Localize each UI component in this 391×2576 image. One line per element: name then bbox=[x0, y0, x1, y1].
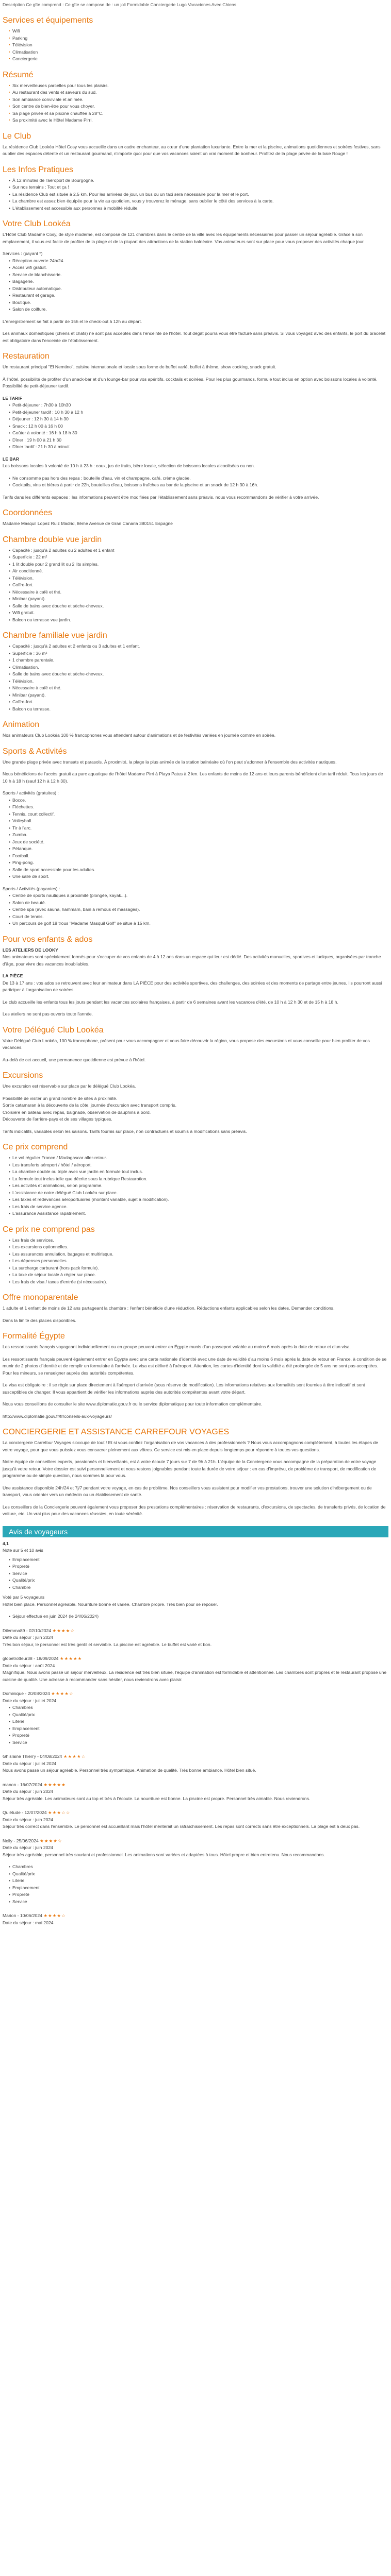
chambre-double-item: • Balcon ou terrasse vue jardin. bbox=[9, 617, 388, 624]
club-lookea-note: L'enregistrement se fait à partir de 15h et le check-out à 12h au départ. bbox=[3, 318, 142, 324]
review-category: • Chambre bbox=[9, 1584, 388, 1591]
service-item: ▪ Télévision bbox=[9, 42, 388, 49]
formalites-paragraph: Les ressortissants français voyageant individuellement ou en groupe peuvent entrer en Égypte munis d'un passeport valable au moins 6 mois après la date de retour et d'un visa. bbox=[3, 1344, 351, 1349]
service-item: ▪ Climatisation bbox=[9, 49, 388, 56]
monoparentale-paragraph: 1 adulte et 1 enfant de moins de 12 ans partageant la chambre : l'enfant bénéficie d'une réduction. Réductions enfants applicables selon les dates. Demander conditions. bbox=[3, 1306, 335, 1311]
resume-title: Résumé bbox=[3, 70, 34, 79]
review-stars: ★★★★★ bbox=[59, 1656, 83, 1661]
club-lookea-services-label: Services : (payant *) bbox=[3, 251, 43, 256]
restauration-title: Restauration bbox=[3, 352, 50, 361]
review-user: manon - 16/07/2024 ★★★★★ bbox=[3, 1782, 66, 1787]
coordonnees-text: Madame Masquil Lopez Ruiz Madrid, 8ème Avenue de Gran Canaria 380151 Espagne bbox=[3, 521, 173, 526]
sport-free-item: • Jeux de société. bbox=[9, 839, 388, 846]
lookea-service-item: • Salon de coiffure. bbox=[9, 306, 388, 313]
sport-free-item: • Ping-pong. bbox=[9, 859, 388, 867]
resume-item: ▪ Six merveilleuses parcelles pour tous les plaisirs. bbox=[9, 82, 388, 90]
conciergerie-paragraph4: Les conseillers de la Conciergerie peuvent également vous proposer des prestations complémentaires : réservation de restaurants, d'excursions, de spectacles, de transferts privés, de location de voiture, etc. Un vrai plus pour des vacances réussies, en toute sérénité. bbox=[3, 1504, 386, 1516]
sports-paragraph: Une grande plage privée avec transats et parasols. À proximité, la plage la plus animée de la station balnéaire où l'on peut s'adonner à l'ensemble des activités nautiques. bbox=[3, 759, 337, 765]
sport-paid-item: • Centre de sports nautiques à proximité (plongée, kayak...). bbox=[9, 892, 388, 900]
conciergerie-paragraph3: Une assistance disponible 24h/24 et 7j/7 pendant votre voyage, en cas de problème. Nos conseillers vous assistent pour modifier vos prestations, trouver une solution d'hébergement ou de transport, vous orienter vers un médecin ou un établissement de santé. bbox=[3, 1485, 372, 1497]
chambre-familiale-item: • 1 chambre parentale. bbox=[9, 657, 388, 664]
chambre-double-list bbox=[3, 547, 388, 624]
sports-paid-list bbox=[3, 892, 388, 927]
resume-item: ▪ Sa plage privée et sa piscine chauffée à 28°C. bbox=[9, 110, 388, 117]
info-item: • La résidence Club est située à 2,5 km. Pour les arrivées de jour, un bus ou un taxi sera nécessaire pour la mer et le port. bbox=[9, 191, 388, 198]
formalites-paragraph2: Les ressortissants français peuvent également entrer en Égypte avec une carte nationale d'identité avec une date de validité d'au moins 6 mois après la date de retour en France, à condition de se munir de 2 photos d'identité et de remplir un formulaire à l'arrivée. Le visa est délivré à l'aéroport. Attention, les cartes d'identité dont la validité a été prolongée de 5 ans ne sont pas acceptées. Pour les mineurs, se renseigner auprès des autorités compétentes. bbox=[3, 1356, 387, 1376]
resume-item: ▪ Sa proximité avec le Hôtel Madame Pirri. bbox=[9, 117, 388, 124]
review-user: Ghislaine Thierry - 04/08/2024 ★★★★☆ bbox=[3, 1754, 86, 1759]
review-stars: ★★★★☆ bbox=[52, 1628, 75, 1633]
excursion-line: Possibilité de visiter un grand nombre de sites à proximité. bbox=[3, 1095, 118, 1101]
enfants-paragraph: Nos animateurs sont spécialement formés pour s'occuper de vos enfants de 4 à 12 ans dans un espace qui leur est dédié. Des activités manuelles, sportives et ludiques, organisées par tranche d'âge, pour vivre des vacances inoubliables. bbox=[3, 954, 381, 967]
review-criterion: • Chambres bbox=[9, 1863, 388, 1871]
compris-item: • Les activités et animations, selon programme. bbox=[9, 1182, 388, 1190]
enfants-note: Les ateliers ne sont pas ouverts toute l'année. bbox=[3, 1011, 93, 1016]
review-criterion: • Service bbox=[9, 1899, 388, 1906]
infos-title: Les Infos Pratiques bbox=[3, 165, 73, 174]
bar-text: Les boissons locales à volonté de 10 h à 23 h : eaux, jus de fruits, bière locale, sélection de boissons locales alcoolisées ou non. bbox=[3, 463, 255, 468]
resume-item: ▪ Son ambiance conviviale et animée. bbox=[9, 96, 388, 104]
excursion-line: Découverte de l'arrière-pays et de ses villages typiques. bbox=[3, 1116, 112, 1122]
review-stars: ★★★★★ bbox=[43, 1782, 66, 1787]
monoparentale-title: Offre monoparentale bbox=[3, 1293, 78, 1302]
review-date: Date du séjour : juillet 2024 bbox=[3, 1698, 57, 1703]
sports-free-label: Sports / activités (gratuites) : bbox=[3, 790, 59, 795]
compris-item: • Les transferts aéroport / hôtel / aéroport. bbox=[9, 1162, 388, 1169]
chambre-familiale-item: • Minibar (payant). bbox=[9, 692, 388, 699]
delegue-title: Votre Délégué Club Lookéa bbox=[3, 1025, 104, 1035]
chambre-double-item: • Capacité : jusqu'à 2 adultes ou 2 adultes et 1 enfant bbox=[9, 547, 388, 554]
compris-item: • Le vol régulier France / Madagascar aller-retour. bbox=[9, 1155, 388, 1162]
lookea-service-item: • Réception ouverte 24h/24. bbox=[9, 258, 388, 265]
formalites-paragraph3: Le visa est obligatoire : il se règle sur place directement à l'aéroport d'arrivée (sous réserve de modification). Les informations relatives aux formalités sont fournies à titre indicatif et sont susceptibles de changer. Il vous appartient de vérifier les informations auprès des autorités compétentes avant votre départ. bbox=[3, 1382, 365, 1395]
enfants-subtitle: LES ATELIERS DE LOOKY bbox=[3, 947, 58, 953]
tarif-item: • Goûter à volonté : 16 h à 18 h 30 bbox=[9, 430, 388, 437]
conciergerie-title: CONCIERGERIE ET ASSISTANCE CARREFOUR VOYAGES bbox=[3, 1428, 230, 1436]
service-item: ▪ Conciergerie bbox=[9, 56, 388, 63]
reviews-categories bbox=[3, 1556, 388, 1591]
reviews-summary: 4,1 bbox=[3, 1540, 9, 1546]
chambre-double-item: • Coffre-fort. bbox=[9, 582, 388, 589]
chambre-familiale-item: • Salle de bains avec douche et sèche-cheveux. bbox=[9, 671, 388, 678]
info-item: • À 12 minutes de l'aéroport de Bourgogne. bbox=[9, 177, 388, 184]
restauration-paragraph: Un restaurant principal "El Nemtino", cuisine internationale et locale sous forme de buffet varié, buffet à thème, show cooking, snack gratuit. bbox=[3, 364, 276, 369]
review-text: Séjour très correct dans l'ensemble. Le personnel est accueillant mais l'hôtel mériterait un rafraîchissement. Les repas sont corrects sans être exceptionnels. La plage est à deux pas. bbox=[3, 1824, 360, 1829]
review-stars: ★★★★☆ bbox=[43, 1913, 66, 1918]
lookea-service-item: • Bagagerie. bbox=[9, 278, 388, 285]
review-text: Séjour très agréable, personnel très souriant et professionnel. Les animations sont variées et adaptées à tous. Hôtel propre et bien entretenu. Nous recommandons. bbox=[3, 1852, 325, 1857]
review-criterion: • Emplacement bbox=[9, 1725, 388, 1733]
chambre-familiale-item: • Climatisation. bbox=[9, 664, 388, 671]
bar-label: LE BAR bbox=[3, 456, 19, 462]
restauration-note: Tarifs dans les différents espaces : les informations peuvent être modifiées par l'établissement sans préavis, nous vous recommandons de vérifier à votre arrivée. bbox=[3, 494, 319, 500]
bar-item: • Ne consomme pas hors des repas : bouteille d'eau, vin et champagne, café, crème glacée. bbox=[9, 475, 388, 482]
compris-item: • Les taxes et redevances aéroportuaires (montant variable, sujet à modification). bbox=[9, 1196, 388, 1204]
chambre-double-item: • Salle de bains avec douche et sèche-cheveux. bbox=[9, 603, 388, 610]
noncompris-item: • Les assurances annulation, bagages et multirisque. bbox=[9, 1251, 388, 1258]
animation-paragraph: Nos animateurs Club Lookéa 100 % francophones vous attendent autour d'animations et de festivités variées en journée comme en soirée. bbox=[3, 733, 276, 738]
review-text: Très bon séjour, le personnel est très gentil et serviable. La piscine est agréable. Le buffet est varié et bon. bbox=[3, 1641, 212, 1647]
review-criterion: • Propreté bbox=[9, 1891, 388, 1899]
chambre-double-title: Chambre double vue jardin bbox=[3, 535, 102, 544]
review-text: Hôtel bien placé. Personnel agréable. Nourriture bonne et variée. Chambre propre. Très bien pour se reposer. bbox=[3, 1601, 218, 1607]
chambre-familiale-item: • Nécessaire à café et thé. bbox=[9, 685, 388, 692]
sport-paid-item: • Un parcours de golf 18 trous "Madame Masquil Golf" se situe à 15 km. bbox=[9, 920, 388, 927]
review-criterion: • Emplacement bbox=[9, 1885, 388, 1892]
review-item bbox=[3, 1655, 388, 1683]
tarif-list bbox=[3, 402, 388, 451]
sport-free-item: • Zumba. bbox=[9, 832, 388, 839]
sport-paid-item: • Centre spa (avec sauna, hammam, bain à remous et massages). bbox=[9, 906, 388, 913]
review-item bbox=[3, 1594, 388, 1620]
review-category: • Propreté bbox=[9, 1563, 388, 1570]
lapiece-text2: Le club accueille les enfants tous les jours pendant les vacances scolaires françaises, à partir de 6 semaines avant les vacances d'été, de 10 h à 12 h 30 et de 15 h à 18 h. bbox=[3, 999, 338, 1005]
noncompris-item: • Les frais de visa / taxes d'entrée (si nécessaire). bbox=[9, 1279, 388, 1286]
sport-paid-item: • Salon de beauté. bbox=[9, 900, 388, 907]
review-criteria bbox=[3, 1704, 388, 1746]
excursion-line: Croisière en bateau avec repas, baignade, observation de dauphins à bord. bbox=[3, 1109, 151, 1115]
formalites-title: Formalité Égypte bbox=[3, 1332, 65, 1341]
service-item: ▪ Wifi bbox=[9, 28, 388, 35]
review-item bbox=[3, 1912, 388, 1926]
review-criterion: • Literie bbox=[9, 1877, 388, 1885]
lookea-services-list bbox=[3, 258, 388, 313]
review-category: • Emplacement bbox=[9, 1556, 388, 1564]
review-item bbox=[3, 1782, 388, 1803]
tarif-item: • Snack : 12 h 00 à 16 h 00 bbox=[9, 423, 388, 430]
review-user: Nelly - 25/06/2024 ★★★★☆ bbox=[3, 1838, 62, 1843]
page bbox=[0, 2, 391, 1926]
excursions-lines bbox=[3, 1095, 388, 1128]
compris-item: • Les frais de service agence. bbox=[9, 1204, 388, 1211]
club-lookea-title: Votre Club Lookéa bbox=[3, 219, 71, 228]
sports-paragraph2: Nous bénéficions de l'accès gratuit au parc aquatique de l'hôtel Madame Pirri à Playa Patus à 2 km. Les enfants de moins de 12 ans et leurs parents bénéficient d'un tarif réduit. Tous les jours de 10 h à 18 h (sauf 12 h à 12 h 30). bbox=[3, 771, 383, 784]
formalites-note: http://www.diplomatie.gouv.fr/fr/conseils-aux-voyageurs/ bbox=[3, 1413, 112, 1419]
chambre-familiale-list bbox=[3, 643, 388, 713]
review-stars: ★★★★☆ bbox=[51, 1691, 74, 1696]
reviews-list bbox=[3, 1594, 388, 1926]
review-stars: ★★★☆☆ bbox=[47, 1810, 71, 1815]
review-date: Date du séjour : août 2024 bbox=[3, 1663, 55, 1668]
service-item: ▪ Parking bbox=[9, 35, 388, 42]
services-title: Services et équipements bbox=[3, 16, 93, 25]
lookea-service-item: • Service de blanchisserie. bbox=[9, 272, 388, 279]
enfants-title: Pour vos enfants & ados bbox=[3, 935, 93, 944]
review-text: Séjour très agréable. Les animateurs sont au top et très à l'écoute. La nourriture est bonne. La piscine est propre. Personnel très aimable. Nous reviendrons. bbox=[3, 1795, 311, 1801]
review-text: Magnifique. Nous avons passé un séjour merveilleux. La résidence est très bien située, l'équipe d'animation est formidable et attentionnée. Les chambres sont propres et le restaurant propose une cuisine de qualité. Une adresse à recommander sans hésiter, nous reviendrons avec plaisir. bbox=[3, 1670, 387, 1682]
review-user: Marion - 10/06/2024 ★★★★☆ bbox=[3, 1913, 66, 1918]
review-item bbox=[3, 1809, 388, 1831]
excursions-title: Excursions bbox=[3, 1071, 43, 1080]
conciergerie-paragraph2: Notre équipe de conseillers experts, passionnés et bienveillants, est à votre écoute 7 jours sur 7 de 9h à 21h. L'équipe de la Conciergerie vous accompagne de la préparation de votre voyage jusqu'à votre retour. Votre dossier est suivi personnellement et nous restons joignables pendant toute la durée de votre séjour : en cas d'imprévu, de problème de transport, de modification de programme ou de simple question, nous sommes là pour vous. bbox=[3, 1459, 377, 1478]
noncompris-list bbox=[3, 1237, 388, 1286]
review-user: Quiétude - 12/07/2024 ★★★☆☆ bbox=[3, 1810, 71, 1815]
excursions-paragraph: Une excursion est réservable sur place par le délégué Club Lookéa. bbox=[3, 1083, 136, 1089]
compris-item: • L'assistance de notre délégué Club Lookéa sur place. bbox=[9, 1190, 388, 1197]
review-date: Date du séjour : juin 2024 bbox=[3, 1817, 53, 1822]
chambre-familiale-item: • Coffre-fort. bbox=[9, 699, 388, 706]
lookea-service-item: • Restaurant et garage. bbox=[9, 292, 388, 299]
delegue-paragraph: Votre Délégué Club Lookéa, 100 % francophone, présent pour vous accompagner et vous faire découvrir la région, vous propose des excursions et vous conseille pour bien profiter de vos vacances. bbox=[3, 1038, 370, 1050]
review-user: Dilemma89 - 02/10/2024 ★★★★☆ bbox=[3, 1628, 75, 1633]
info-item: • L'établissement est accessible aux personnes à mobilité réduite. bbox=[9, 205, 388, 212]
club-lookea-paragraph: L'Hôtel Club Madame Cosy, de style moderne, est composé de 121 chambres dans le centre de la ville avec les équipements nécessaires pour passer un séjour agréable. Grâce à son emplacement, il vous est facile de profiter de la plage et de la plupart des attractions de la station balnéaire. Vos animateurs sont sur place pour vous proposer des activités chaque jour. bbox=[3, 232, 365, 244]
review-date: Date du séjour : juin 2024 bbox=[3, 1845, 53, 1850]
review-criterion: • Service bbox=[9, 1739, 388, 1747]
lapiece-label: LA PIÈCE bbox=[3, 973, 23, 978]
reviews-summary-sub: Note sur 5 et 10 avis bbox=[3, 1548, 43, 1553]
review-criterion: • Propreté bbox=[9, 1732, 388, 1739]
tarif-item: • Petit-déjeuner tardif : 10 h 30 à 12 h bbox=[9, 409, 388, 416]
review-text: Nous avons passé un séjour agréable. Personnel très sympathique. Animation de qualité. Très bonne ambiance. Hôtel bien situé. bbox=[3, 1768, 256, 1773]
sport-free-item: • Tir à l'arc. bbox=[9, 825, 388, 832]
review-criteria bbox=[3, 1613, 388, 1620]
sports-title: Sports & Activités bbox=[3, 747, 67, 756]
infos-list bbox=[3, 177, 388, 212]
review-criterion: • Literie bbox=[9, 1718, 388, 1725]
review-item bbox=[3, 1838, 388, 1906]
tarif-item: • Déjeuner : 12 h 30 à 14 h 30 bbox=[9, 416, 388, 423]
tarif-item: • Petit-déjeuner : 7h30 à 10h30 bbox=[9, 402, 388, 409]
resume-item: ▪ Son centre de bien-être pour vous choyer. bbox=[9, 103, 388, 110]
club-paragraph: La résidence Club Lookéa Hôtel Cosy vous accueille dans un cadre enchanteur, au cœur d'une plantation luxuriante. Entre la mer et la piscine, animations quotidiennes et soirées festives, sans oublier des espaces détente et un restaurant gourmand, n'importe quoi pour que vos vacances soient un vrai moment de bonheur. Profitez de la plage privée de la baie Rouge ! bbox=[3, 144, 381, 156]
sports-free-list bbox=[3, 797, 388, 880]
formalites-paragraph4: Nous vous conseillons de consulter le site www.diplomatie.gouv.fr ou le service diplomatique pour toute information complémentaire. bbox=[3, 1401, 263, 1406]
review-criterion: • Qualité/prix bbox=[9, 1871, 388, 1878]
lookea-service-item: • Distributeur automatique. bbox=[9, 285, 388, 293]
review-date: Date du séjour : juin 2024 bbox=[3, 1789, 53, 1794]
reviews-band: Avis de voyageurs bbox=[3, 1526, 388, 1537]
info-item: • La chambre est assez bien équipée pour la vie au quotidien, vous y trouverez le ménage, sans oublier le côté des services à la carte. bbox=[9, 198, 388, 205]
sport-free-item: • Salle de sport accessible pour les adultes. bbox=[9, 867, 388, 874]
tarif-item: • Dîner : 19 h 00 à 21 h 30 bbox=[9, 437, 388, 444]
noncompris-item: • Les frais de services. bbox=[9, 1237, 388, 1244]
chambre-familiale-item: • Télévision. bbox=[9, 678, 388, 685]
compris-item: • La formule tout inclus telle que décrite sous la rubrique Restauration. bbox=[9, 1176, 388, 1183]
lookea-service-item: • Accès wifi gratuit. bbox=[9, 264, 388, 272]
delegue-note: Au-delà de cet accueil, une permanence quotidienne est prévue à l'hôtel. bbox=[3, 1057, 146, 1062]
compris-title: Ce prix comprend bbox=[3, 1143, 68, 1151]
compris-list bbox=[3, 1155, 388, 1217]
conciergerie-paragraph: La conciergerie Carrefour Voyages s'occupe de tout ! Et si vous confiez l'organisation de vos vacances à des professionnels ? Nous vous accompagnons complètement, à toutes les étapes de votre voyage, pour que vous puissiez vous consacrer pleinement aux vôtres. Ce service est mis en place depuis longtemps pour répondre à toutes vos questions. bbox=[3, 1440, 378, 1452]
excursion-line: Sortie catamaran à la découverte de la côte, journée d'excursion avec transport compris. bbox=[3, 1103, 176, 1108]
compris-item: • La chambre double ou triple avec vue jardin en formule tout inclus. bbox=[9, 1168, 388, 1176]
sport-free-item: • Bocce. bbox=[9, 797, 388, 804]
services-list bbox=[3, 28, 388, 63]
info-item: • Sur nos terrains : Tout et ça ! bbox=[9, 184, 388, 191]
chambre-double-item: • Minibar (payant). bbox=[9, 596, 388, 603]
intro-text: Description Ce gîte comprend : Ce gîte se compose de : un joli Formidable Conciergerie Lugo Vacaciones Avec Chiens bbox=[3, 2, 237, 7]
review-item bbox=[3, 1628, 388, 1649]
review-stars: ★★★★☆ bbox=[40, 1838, 62, 1843]
lookea-service-item: • Boutique. bbox=[9, 299, 388, 307]
review-user: globetrotteur38 - 18/09/2024 ★★★★★ bbox=[3, 1656, 83, 1661]
bar-list bbox=[3, 475, 388, 489]
compris-item: • L'assurance Assistance rapatriement. bbox=[9, 1210, 388, 1217]
sports-paid-label: Sports / Activités (payantes) : bbox=[3, 886, 60, 891]
review-criteria bbox=[3, 1863, 388, 1905]
sport-free-item: • Tennis, court collectif. bbox=[9, 811, 388, 818]
review-criterion: • Séjour effectué en juin 2024 (le 24/06/2024) bbox=[9, 1613, 388, 1620]
noncompris-item: • Les dépenses personnelles. bbox=[9, 1258, 388, 1265]
review-category: • Qualité/prix bbox=[9, 1577, 388, 1584]
chambre-double-item: • Wifi gratuit. bbox=[9, 609, 388, 617]
chambre-double-item: • Air conditionné. bbox=[9, 568, 388, 575]
review-criterion: • Qualité/prix bbox=[9, 1711, 388, 1719]
coordonnees-title: Coordonnées bbox=[3, 509, 53, 517]
tarif-item: • Dîner tardif : 21 h 30 à minuit bbox=[9, 444, 388, 451]
resume-list bbox=[3, 82, 388, 124]
bar-item: • Cocktails, vins et bières à partir de 22h, bouteilles d'eau, boissons fraîches au bar de la piscine et un snack de 12 h 30 à 16h. bbox=[9, 482, 388, 489]
sport-free-item: • Fléchettes. bbox=[9, 804, 388, 811]
restauration-paragraph2: À l'hôtel, possibilité de profiter d'un snack-bar et d'un lounge-bar pour vos apéritifs, cocktails et soirées. Pour les plus gourmands, formule tout inclus en option avec boissons locales à volonté. Possibilité de petit-déjeuner tardif. bbox=[3, 376, 378, 388]
review-item bbox=[3, 1753, 388, 1774]
chambre-double-item: • 1 lit double pour 2 grand lit ou 2 lits simples. bbox=[9, 561, 388, 568]
chambre-double-item: • Nécessaire à café et thé. bbox=[9, 589, 388, 596]
sport-free-item: • Pétanque. bbox=[9, 845, 388, 853]
review-item bbox=[3, 1690, 388, 1746]
chambre-double-item: • Superficie : 22 m² bbox=[9, 554, 388, 561]
club-title: Le Club bbox=[3, 131, 31, 141]
sport-free-item: • Une salle de sport. bbox=[9, 873, 388, 880]
review-user: Voté par 5 voyageurs bbox=[3, 1595, 45, 1600]
review-category: • Service bbox=[9, 1570, 388, 1578]
review-date: Date du séjour : juin 2024 bbox=[3, 1635, 53, 1640]
review-stars: ★★★★☆ bbox=[63, 1754, 86, 1759]
club-lookea-note2: Les animaux domestiques (chiens et chats) ne sont pas acceptés dans l'enceinte de l'hôtel. Tout dégât pourra vous être facturé sans préavis. Si vous voyagez avec des enfants, le port du bracelet est obligatoire dans l'enceinte de l'établissement. bbox=[3, 331, 386, 343]
excursions-note: Tarifs indicatifs, variables selon les saisons. Tarifs fournis sur place, non contractuels et soumis à modifications sans préavis. bbox=[3, 1128, 247, 1134]
chambre-familiale-title: Chambre familiale vue jardin bbox=[3, 631, 107, 640]
chambre-double-item: • Télévision. bbox=[9, 575, 388, 582]
sport-free-item: • Volleyball. bbox=[9, 818, 388, 825]
review-date: Date du séjour : juillet 2024 bbox=[3, 1760, 57, 1766]
noncompris-item: • La surcharge carburant (hors pack formule). bbox=[9, 1265, 388, 1272]
chambre-familiale-item: • Superficie : 36 m² bbox=[9, 650, 388, 657]
animation-title: Animation bbox=[3, 720, 40, 729]
monoparentale-note: Dans la limite des places disponibles. bbox=[3, 1317, 76, 1323]
noncompris-item: • La taxe de séjour locale à régler sur place. bbox=[9, 1272, 388, 1279]
chambre-familiale-item: • Balcon ou terrasse. bbox=[9, 706, 388, 713]
review-criterion: • Chambres bbox=[9, 1704, 388, 1711]
review-user: Dominique - 20/08/2024 ★★★★☆ bbox=[3, 1691, 74, 1696]
tarif-label: LE TARIF bbox=[3, 395, 23, 401]
noncompris-title: Ce prix ne comprend pas bbox=[3, 1225, 95, 1234]
resume-item: ▪ Au restaurant des vents et saveurs du sud. bbox=[9, 89, 388, 96]
review-date: Date du séjour : mai 2024 bbox=[3, 1920, 54, 1925]
chambre-familiale-item: • Capacité : jusqu'à 2 adultes et 2 enfants ou 3 adultes et 1 enfant. bbox=[9, 643, 388, 650]
sport-paid-item: • Court de tennis. bbox=[9, 913, 388, 921]
lapiece-text: De 13 à 17 ans : vos ados se retrouvent avec leur animateur dans LA PIÈCE pour des activités sportives, des challenges, des soirées et des moments de partage entre jeunes. Ils pourront aussi participer à l'organisation de soirées. bbox=[3, 980, 382, 992]
sport-free-item: • Football. bbox=[9, 853, 388, 860]
noncompris-item: • Les excursions optionnelles. bbox=[9, 1244, 388, 1251]
